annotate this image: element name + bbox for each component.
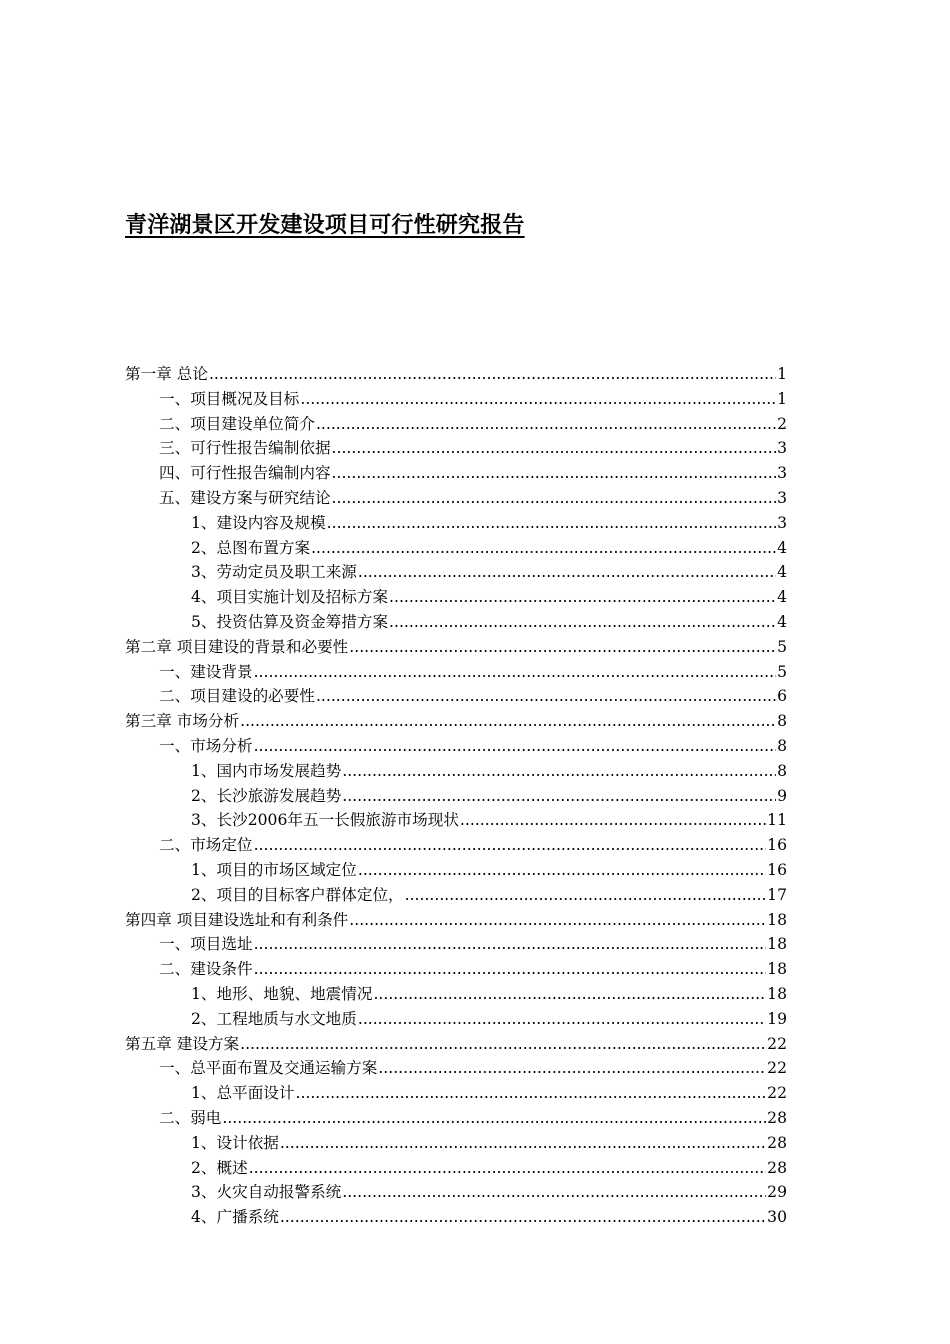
toc-entry-page-number: 18 bbox=[767, 935, 787, 954]
toc-entry[interactable] bbox=[125, 362, 787, 387]
toc-dot-leader bbox=[373, 982, 766, 1007]
toc-entry-title: 四、可行性报告编制内容 bbox=[159, 464, 331, 483]
toc-entry-title: 1、项目的市场区域定位 bbox=[191, 860, 357, 879]
toc-entry[interactable] bbox=[125, 982, 787, 1007]
toc-entry-title: 五、建设方案与研究结论 bbox=[159, 488, 331, 507]
toc-entry[interactable] bbox=[125, 585, 787, 610]
toc-entry-page-number: 9 bbox=[777, 786, 787, 805]
toc-entry-title: 二、项目建设的必要性 bbox=[159, 687, 315, 706]
toc-dot-leader bbox=[240, 709, 776, 734]
toc-entry[interactable] bbox=[125, 511, 787, 536]
toc-entry[interactable] bbox=[125, 858, 787, 883]
toc-entry-title: 一、项目概况及目标 bbox=[159, 389, 300, 408]
toc-entry-page-number: 17 bbox=[767, 885, 787, 904]
toc-entry-page-number: 18 bbox=[767, 910, 787, 929]
toc-dot-leader bbox=[405, 883, 767, 908]
toc-entry[interactable] bbox=[125, 1156, 787, 1181]
toc-dot-leader bbox=[311, 536, 776, 561]
toc-entry-title: 第一章 总论 bbox=[125, 365, 208, 383]
toc-entry-title: 2、概述 bbox=[191, 1158, 248, 1177]
toc-entry-title: 2、项目的目标客户群体定位， bbox=[191, 885, 404, 904]
toc-entry-title: 二、建设条件 bbox=[159, 960, 253, 979]
toc-entry[interactable] bbox=[125, 536, 787, 561]
toc-dot-leader bbox=[349, 635, 776, 660]
toc-entry[interactable] bbox=[125, 412, 787, 437]
toc-entry[interactable] bbox=[125, 932, 787, 957]
toc-dot-leader bbox=[280, 1205, 766, 1230]
toc-entry-page-number: 3 bbox=[777, 488, 787, 507]
toc-entry[interactable] bbox=[125, 560, 787, 585]
toc-entry-title: 一、项目选址 bbox=[159, 935, 253, 954]
toc-entry-page-number: 29 bbox=[767, 1183, 787, 1202]
toc-dot-leader bbox=[300, 387, 776, 412]
toc-entry-page-number: 4 bbox=[777, 538, 787, 557]
toc-entry[interactable] bbox=[125, 957, 787, 982]
toc-entry[interactable] bbox=[125, 808, 787, 833]
toc-dot-leader bbox=[358, 1007, 766, 1032]
toc-entry-page-number: 3 bbox=[777, 513, 787, 532]
document-title: 青洋湖景区开发建设项目可行性研究报告 bbox=[125, 213, 525, 238]
toc-entry-page-number: 8 bbox=[777, 712, 787, 731]
toc-entry[interactable] bbox=[125, 1131, 787, 1156]
toc-dot-leader bbox=[240, 1032, 766, 1057]
toc-entry[interactable] bbox=[125, 1032, 787, 1057]
toc-entry[interactable] bbox=[125, 610, 787, 635]
toc-dot-leader bbox=[460, 808, 766, 833]
toc-entry-page-number: 4 bbox=[777, 588, 787, 607]
toc-entry-page-number: 22 bbox=[767, 1034, 787, 1053]
toc-entry-page-number: 5 bbox=[777, 637, 787, 656]
toc-dot-leader bbox=[332, 461, 777, 486]
toc-entry-title: 第三章 市场分析 bbox=[125, 712, 240, 731]
toc-entry-page-number: 2 bbox=[777, 414, 787, 433]
toc-entry-page-number: 4 bbox=[777, 563, 787, 582]
toc-entry[interactable] bbox=[125, 1007, 787, 1032]
toc-dot-leader bbox=[254, 932, 767, 957]
toc-entry-page-number: 3 bbox=[777, 439, 787, 458]
toc-entry-page-number: 18 bbox=[767, 984, 787, 1003]
toc-entry[interactable] bbox=[125, 684, 787, 709]
toc-dot-leader bbox=[358, 560, 776, 585]
toc-entry-title: 二、项目建设单位简介 bbox=[159, 414, 315, 433]
toc-entry[interactable] bbox=[125, 709, 787, 734]
toc-dot-leader bbox=[249, 1156, 766, 1181]
toc-entry[interactable] bbox=[125, 833, 787, 858]
toc-entry[interactable] bbox=[125, 1205, 787, 1230]
toc-dot-leader bbox=[342, 759, 776, 784]
toc-entry[interactable] bbox=[125, 486, 787, 511]
toc-entry-page-number: 19 bbox=[767, 1009, 787, 1028]
toc-entry[interactable] bbox=[125, 1081, 787, 1106]
toc-dot-leader bbox=[332, 436, 777, 461]
toc-entry[interactable] bbox=[125, 660, 787, 685]
toc-dot-leader bbox=[378, 1056, 766, 1081]
toc-entry-title: 3、火灾自动报警系统 bbox=[191, 1183, 342, 1202]
toc-entry-title: 4、广播系统 bbox=[191, 1208, 279, 1227]
toc-entry[interactable] bbox=[125, 635, 787, 660]
toc-dot-leader bbox=[342, 784, 776, 809]
toc-entry-title: 1、建设内容及规模 bbox=[191, 513, 326, 532]
toc-entry-title: 第四章 项目建设选址和有利条件 bbox=[125, 910, 349, 929]
toc-entry-page-number: 18 bbox=[767, 960, 787, 979]
toc-entry-title: 5、投资估算及资金筹措方案 bbox=[191, 612, 389, 631]
toc-entry-title: 1、设计依据 bbox=[191, 1133, 279, 1152]
toc-entry-page-number: 6 bbox=[777, 687, 787, 706]
toc-dot-leader bbox=[327, 511, 776, 536]
toc-entry-page-number: 16 bbox=[767, 860, 787, 879]
toc-entry[interactable] bbox=[125, 734, 787, 759]
toc-entry-page-number: 5 bbox=[777, 662, 787, 681]
toc-entry-title: 2、工程地质与水文地质 bbox=[191, 1009, 357, 1028]
toc-entry-page-number: 11 bbox=[767, 811, 787, 830]
toc-dot-leader bbox=[254, 957, 767, 982]
toc-entry[interactable] bbox=[125, 387, 787, 412]
toc-dot-leader bbox=[389, 585, 776, 610]
toc-dot-leader bbox=[349, 908, 766, 933]
toc-dot-leader bbox=[222, 1106, 766, 1131]
toc-entry-page-number: 1 bbox=[777, 365, 787, 383]
toc-entry-title: 3、劳动定员及职工来源 bbox=[191, 563, 357, 582]
toc-dot-leader bbox=[332, 486, 777, 511]
toc-entry-title: 一、市场分析 bbox=[159, 736, 253, 755]
toc-entry-title: 1、地形、地貌、地震情况 bbox=[191, 984, 373, 1003]
toc-entry-title: 第二章 项目建设的背景和必要性 bbox=[125, 637, 349, 656]
toc-dot-leader bbox=[358, 858, 766, 883]
toc-entry-page-number: 28 bbox=[767, 1133, 787, 1152]
toc-entry-page-number: 28 bbox=[767, 1158, 787, 1177]
toc-entry[interactable] bbox=[125, 883, 787, 908]
toc-entry-page-number: 8 bbox=[777, 736, 787, 755]
toc-entry-page-number: 16 bbox=[767, 836, 787, 855]
toc-dot-leader bbox=[280, 1131, 766, 1156]
toc-entry-title: 一、总平面布置及交通运输方案 bbox=[159, 1059, 378, 1078]
toc-dot-leader bbox=[316, 412, 776, 437]
toc-entry-title: 4、项目实施计划及招标方案 bbox=[191, 588, 389, 607]
toc-entry[interactable] bbox=[125, 759, 787, 784]
toc-dot-leader bbox=[389, 610, 776, 635]
table-of-contents bbox=[125, 362, 787, 1230]
toc-entry-page-number: 1 bbox=[777, 389, 787, 408]
toc-entry[interactable] bbox=[125, 1056, 787, 1081]
toc-entry[interactable] bbox=[125, 1180, 787, 1205]
toc-entry[interactable] bbox=[125, 436, 787, 461]
toc-entry-title: 三、可行性报告编制依据 bbox=[159, 439, 331, 458]
toc-dot-leader bbox=[209, 362, 776, 387]
toc-entry-page-number: 8 bbox=[777, 761, 787, 780]
toc-entry-page-number: 4 bbox=[777, 612, 787, 631]
toc-entry-title: 二、市场定位 bbox=[159, 836, 253, 855]
toc-dot-leader bbox=[254, 734, 777, 759]
toc-dot-leader bbox=[295, 1081, 766, 1106]
toc-entry-page-number: 30 bbox=[767, 1208, 787, 1227]
toc-entry-page-number: 22 bbox=[767, 1084, 787, 1103]
toc-dot-leader bbox=[254, 833, 767, 858]
toc-entry-page-number: 28 bbox=[767, 1108, 787, 1127]
toc-entry-title: 第五章 建设方案 bbox=[125, 1034, 240, 1053]
toc-entry-page-number: 22 bbox=[767, 1059, 787, 1078]
toc-dot-leader bbox=[316, 684, 776, 709]
toc-dot-leader bbox=[342, 1180, 766, 1205]
toc-dot-leader bbox=[254, 660, 777, 685]
toc-entry-title: 二、弱电 bbox=[159, 1108, 222, 1127]
toc-entry-title: 2、长沙旅游发展趋势 bbox=[191, 786, 342, 805]
toc-entry-title: 一、建设背景 bbox=[159, 662, 253, 681]
toc-entry[interactable] bbox=[125, 784, 787, 809]
toc-entry-title: 3、长沙2006年五一长假旅游市场现状 bbox=[191, 811, 459, 830]
toc-entry-title: 2、总图布置方案 bbox=[191, 538, 311, 557]
toc-entry[interactable] bbox=[125, 461, 787, 486]
toc-entry-page-number: 3 bbox=[777, 464, 787, 483]
toc-entry-title: 1、国内市场发展趋势 bbox=[191, 761, 342, 780]
toc-entry[interactable] bbox=[125, 1106, 787, 1131]
toc-entry[interactable] bbox=[125, 908, 787, 933]
toc-entry-title: 1、总平面设计 bbox=[191, 1084, 295, 1103]
